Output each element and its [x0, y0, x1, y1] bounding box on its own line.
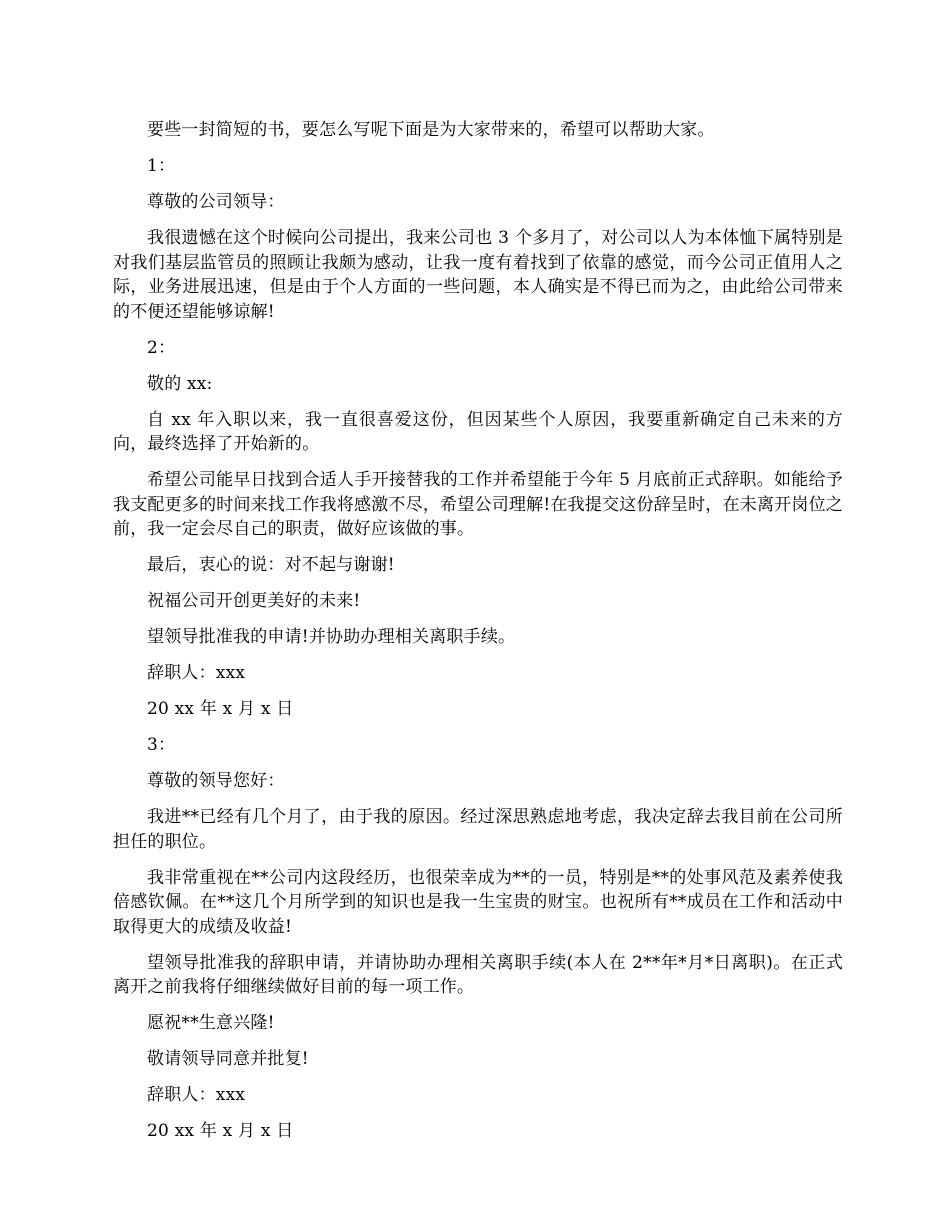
- body-paragraph-1: 我很遗憾在这个时候向公司提出，我来公司也 3 个多月了，对公司以人为本体恤下属特别是对我们基层监管员的照顾让我颇为感动，让我一度有着找到了依靠的感觉，而今公司正值用人之际，业务进展迅速，但是由于个人方面的一些问题，本人确实是不得已而为之，由此给公司带来的不便还望能够谅解!: [113, 228, 843, 322]
- salutation-2: 敬的 xx:: [147, 373, 213, 394]
- signature-2: 辞职人：xxx: [147, 663, 246, 683]
- document-body: [113, 118, 843, 1155]
- body-paragraph-3c: 望领导批准我的辞职申请，并请协助办理相关离职手续(本人在 2**年*月*日离职)。在正式离开之前我将仔细继续做好目前的每一项工作。: [113, 952, 843, 997]
- body-paragraph-2a: 自 xx 年入职以来，我一直很喜爱这份，但因某些个人原因，我要重新确定自己未来的方向，最终选择了开始新的。: [113, 409, 843, 454]
- intro-paragraph: 要些一封简短的书，要怎么写呢下面是为大家带来的，希望可以帮助大家。: [147, 120, 715, 140]
- body-paragraph-3a: 我进**已经有几个月了，由于我的原因。经过深思熟虑地考虑，我决定辞去我目前在公司所担任的职位。: [113, 807, 843, 852]
- salutation-3: 尊敬的领导您好：: [147, 771, 285, 791]
- section-number-2: 2：: [147, 337, 176, 358]
- section-number-3: 3：: [147, 735, 176, 755]
- section-number-1: 1：: [147, 156, 176, 176]
- closing-line-2b: 祝福公司开创更美好的未来!: [147, 591, 361, 611]
- closing-line-2a: 最后，衷心的说：对不起与谢谢!: [147, 555, 395, 575]
- date-2: 20 xx 年 x 月 x 日: [147, 699, 294, 719]
- signature-3: 辞职人：xxx: [147, 1085, 246, 1105]
- closing-line-3a: 愿祝**生意兴隆!: [147, 1013, 275, 1033]
- salutation-1: 尊敬的公司领导：: [147, 192, 285, 212]
- closing-line-3b: 敬请领导同意并批复!: [147, 1049, 309, 1069]
- date-3: 20 xx 年 x 月 x 日: [147, 1121, 294, 1141]
- closing-line-2c: 望领导批准我的申请!并协助办理相关离职手续。: [147, 627, 516, 647]
- body-paragraph-3b: 我非常重视在**公司内这段经历，也很荣幸成为**的一员，特别是**的处事风范及素养使我倍感钦佩。在**这几个月所学到的知识也是我一生宝贵的财宝。也祝所有**成员在工作和活动中取得更大的成绩及收益!: [113, 867, 843, 937]
- body-paragraph-2b: 希望公司能早日找到合适人手开接替我的工作并希望能于今年 5 月底前正式辞职。如能给予我支配更多的时间来找工作我将感激不尽，希望公司理解!在我提交这份辞呈时，在未离开岗位之前，我一定会尽自己的职责，做好应该做的事。: [113, 470, 843, 539]
